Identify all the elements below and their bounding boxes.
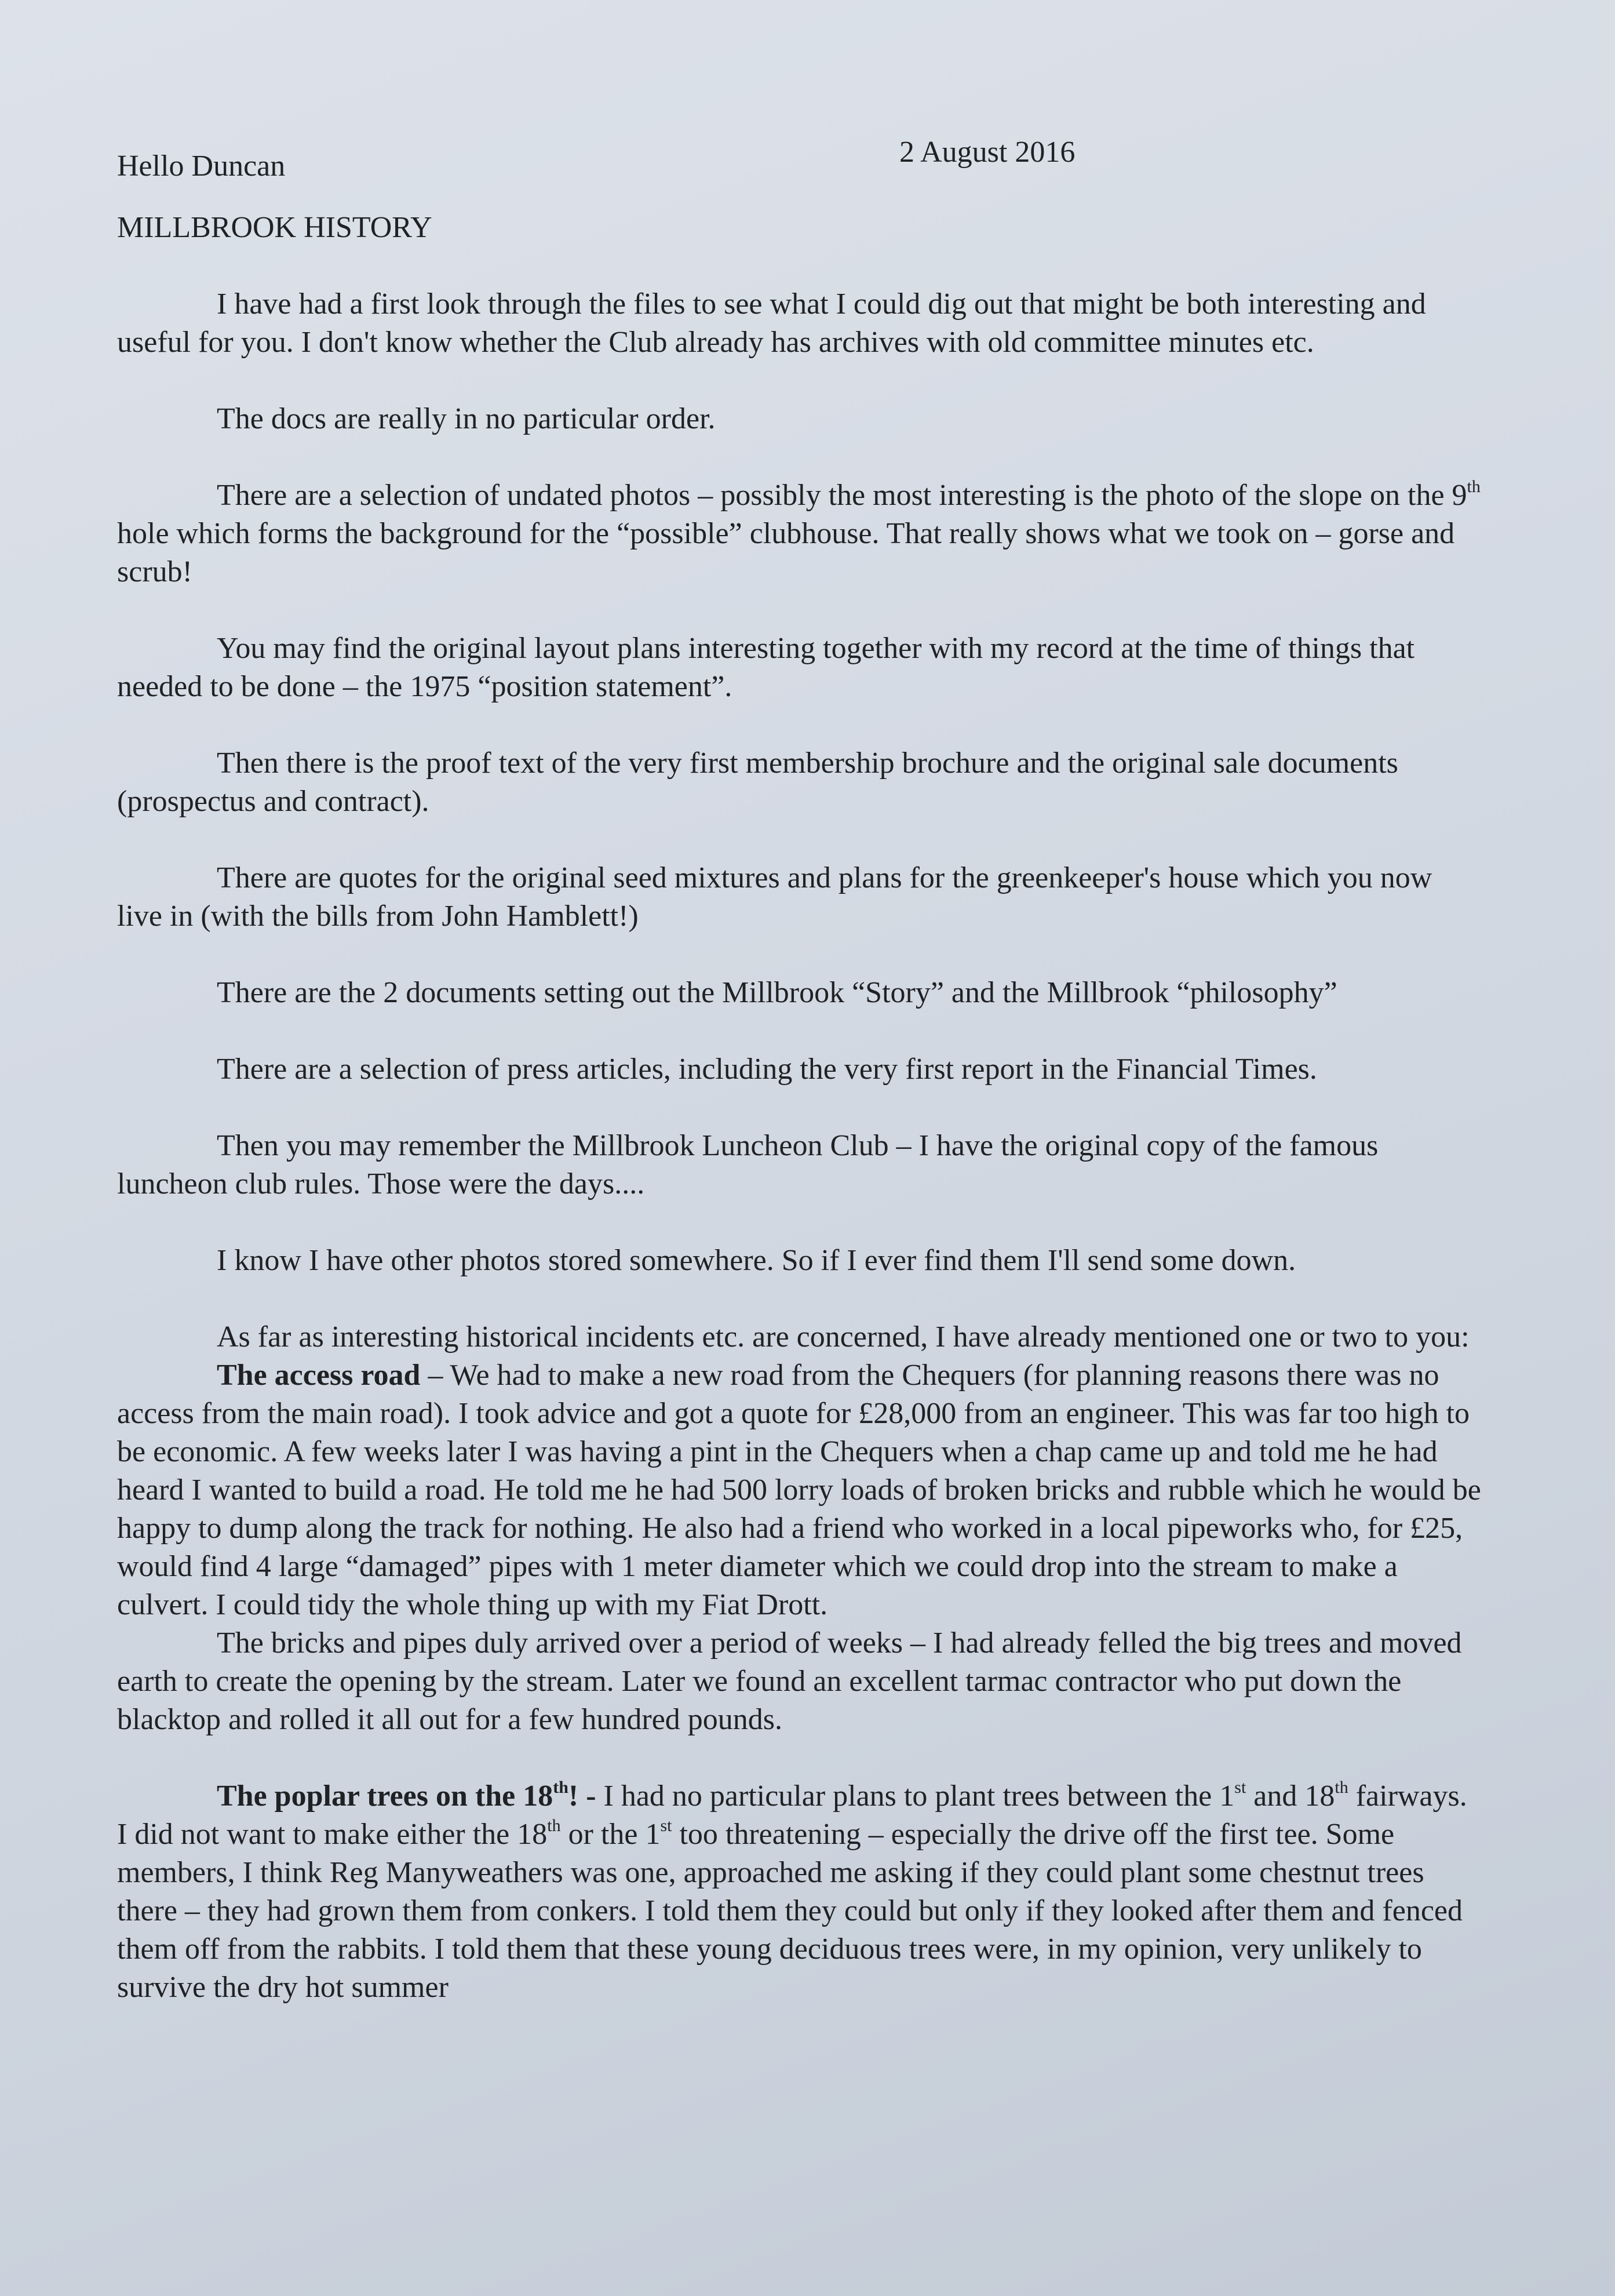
paragraph: You may find the original layout plans interesting together with my record at the time of things that needed to be done – the 1975 “position statement”. bbox=[117, 632, 1415, 703]
letter-body bbox=[117, 133, 1485, 2007]
paragraph: As far as interesting historical incidents etc. are concerned, I have already mentioned one or two to you: bbox=[217, 1320, 1470, 1353]
paragraph: There are quotes for the original seed mixtures and plans for the greenkeeper's house which you now live in (with the bills from John Hamblett!) bbox=[117, 861, 1432, 933]
letter-date: 2 August 2016 bbox=[899, 136, 1076, 169]
paragraph-access-road: The access road – We had to make a new road from the Chequers (for planning reasons there was no access from the main road). I took advice and got a quote for £28,000 from an engineer. This was far too high to be economic. A few weeks later I was having a pint in the Chequers when a chap came up and told me he had heard I wanted to build a road. He told me he had 500 lorry loads of broken bricks and rubble which he would be happy to dump along the track for nothing. He also had a friend who worked in a local pipeworks who, for £25, would find 4 large “damaged” pipes with 1 meter diameter which we could drop into the stream to make a culvert. I could tidy the whole thing up with my Fiat Drott. bbox=[117, 1359, 1481, 1621]
paragraph: I know I have other photos stored somewhere. So if I ever find them I'll send some down. bbox=[217, 1244, 1296, 1277]
paragraph-poplar-trees: The poplar trees on the 18th! - I had no particular plans to plant trees between the 1st and 18th fairways. I did not want to make either the 18th or the 1st too threatening – especially the drive off the first tee. Some members, I think Reg Manyweathers was one, approached me asking if they could plant some chestnut trees there – they had grown them from conkers. I told them they could but only if they looked after them and fenced them off from the rabbits. I told them that these young deciduous trees were, in my opinion, very unlikely to survive the dry hot summer bbox=[117, 1778, 1467, 2004]
paragraph: Then there is the proof text of the very first membership brochure and the original sale documents (prospectus and contract). bbox=[117, 747, 1398, 818]
subheading: The access road bbox=[217, 1359, 421, 1392]
letter-header bbox=[117, 133, 1485, 183]
paragraph: I have had a first look through the files to see what I could dig out that might be both interesting and useful for you. I don't know whether the Club already has archives with old committee minutes etc. bbox=[117, 288, 1426, 359]
paragraph: There are a selection of undated photos – possibly the most interesting is the photo of the slope on the 9th hole which forms the background for the “possible” clubhouse. That really shows what we took on – gorse and scrub! bbox=[117, 477, 1481, 588]
paragraph: The docs are really in no particular order. bbox=[217, 402, 716, 435]
paragraph: Then you may remember the Millbrook Luncheon Club – I have the original copy of the famous luncheon club rules. Those were the days.... bbox=[117, 1129, 1379, 1200]
greeting: Hello Duncan bbox=[117, 150, 286, 183]
paragraph: There are a selection of press articles, including the very first report in the Financial Times. bbox=[217, 1053, 1317, 1086]
subheading: The poplar trees on the 18th! - bbox=[217, 1778, 596, 1813]
letter-title: MILLBROOK HISTORY bbox=[117, 211, 432, 244]
paragraph: There are the 2 documents setting out the Millbrook “Story” and the Millbrook “philosophy” bbox=[217, 976, 1337, 1009]
paragraph: The bricks and pipes duly arrived over a period of weeks – I had already felled the big trees and moved earth to create the opening by the stream. Later we found an excellent tarmac contractor who put down the blacktop and rolled it all out for a few hundred pounds. bbox=[117, 1627, 1462, 1736]
